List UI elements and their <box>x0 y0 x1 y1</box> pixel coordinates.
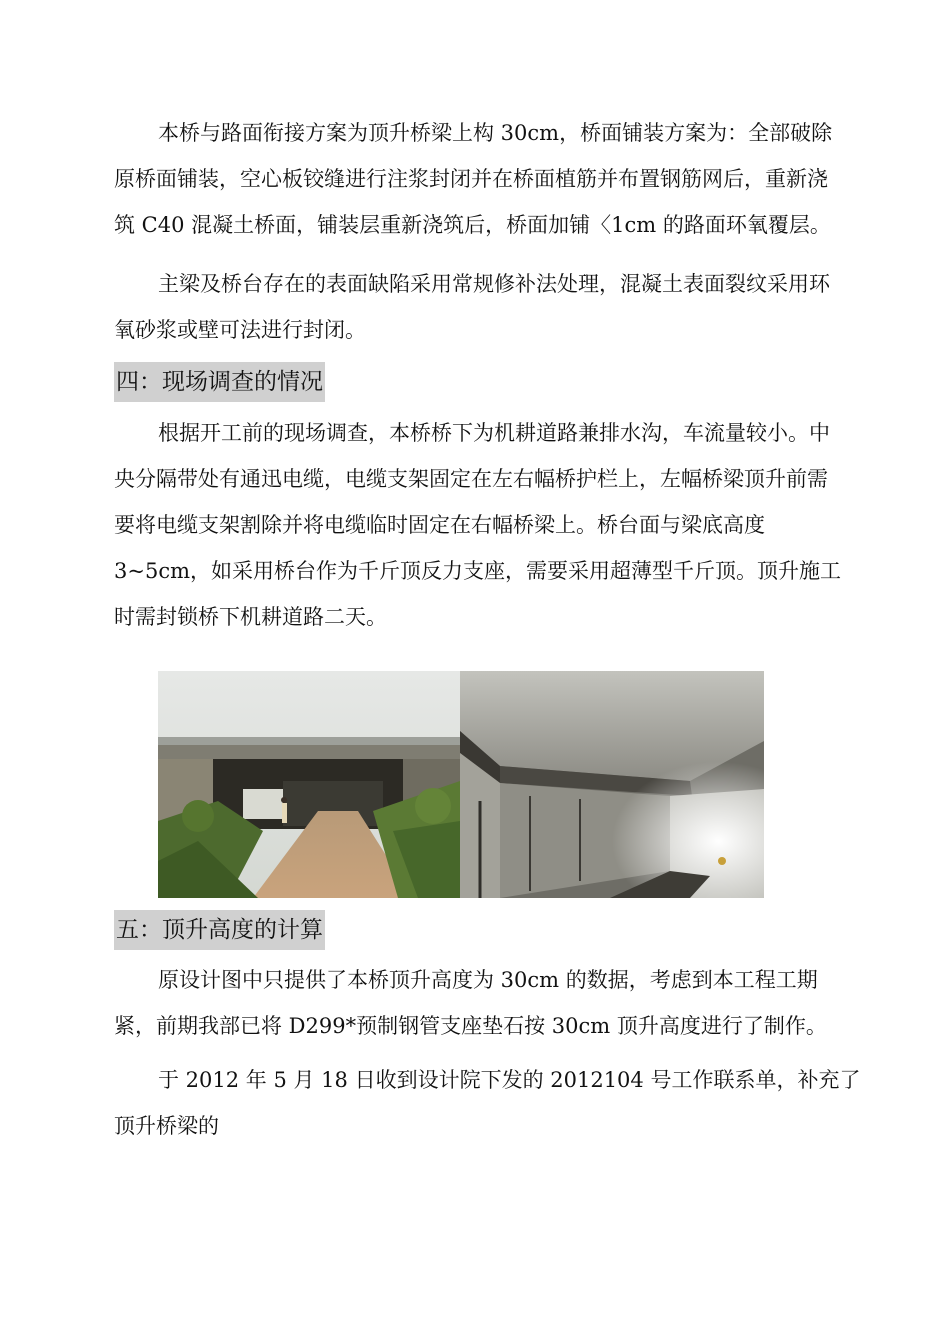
text-line: 氧砂浆或壁可法进行封闭。 <box>114 318 366 342</box>
photo-bridge-exterior <box>158 671 460 898</box>
text-line: 时需封锁桥下机耕道路二天。 <box>114 605 387 629</box>
text-line: 原桥面铺装，空心板铰缝进行注浆封闭并在桥面植筋并布置钢筋网后，重新浇 <box>114 167 828 191</box>
photo-bridge-underside <box>460 671 764 898</box>
paragraph-site-survey <box>114 410 874 640</box>
site-photos <box>158 671 764 898</box>
text-line: 3~5cm，如采用桥台作为千斤顶反力支座，需要采用超薄型千斤顶。顶升施工 <box>114 559 841 583</box>
text-line: 筑 C40 混凝土桥面，铺装层重新浇筑后，桥面加铺〈1cm 的路面环氧覆层。 <box>114 213 831 237</box>
text-line: 根据开工前的现场调查，本桥桥下为机耕道路兼排水沟，车流量较小。中 <box>158 421 830 445</box>
text-line: 紧，前期我部已将 D299*预制钢管支座垫石按 30cm 顶升高度进行了制作。 <box>114 1014 827 1038</box>
text-line: 顶升桥梁的 <box>114 1114 219 1138</box>
section-heading-site-survey: 四：现场调查的情况 <box>114 362 325 402</box>
paragraph-surface-repair <box>114 261 874 353</box>
text-line: 原设计图中只提供了本桥顶升高度为 30cm 的数据，考虑到本工程工期 <box>158 968 818 992</box>
text-line: 央分隔带处有通迅电缆，电缆支架固定在左右幅桥护栏上，左幅桥梁顶升前需 <box>114 467 828 491</box>
paragraph-lift-height <box>114 957 874 1049</box>
paragraph-connection-scheme <box>114 110 874 248</box>
text-line: 于 2012 年 5 月 18 日收到设计院下发的 2012104 号工作联系单，补充了 <box>158 1068 861 1092</box>
text-line: 要将电缆支架割除并将电缆临时固定在右幅桥梁上。桥台面与梁底高度 <box>114 513 765 537</box>
text-line: 主梁及桥台存在的表面缺陷采用常规修补法处理，混凝土表面裂纹采用环 <box>158 272 830 296</box>
section-heading-lift-height: 五：顶升高度的计算 <box>114 910 325 950</box>
paragraph-design-contact <box>114 1057 874 1149</box>
text-line: 本桥与路面衔接方案为顶升桥梁上构 30cm，桥面铺装方案为：全部破除 <box>158 121 833 145</box>
